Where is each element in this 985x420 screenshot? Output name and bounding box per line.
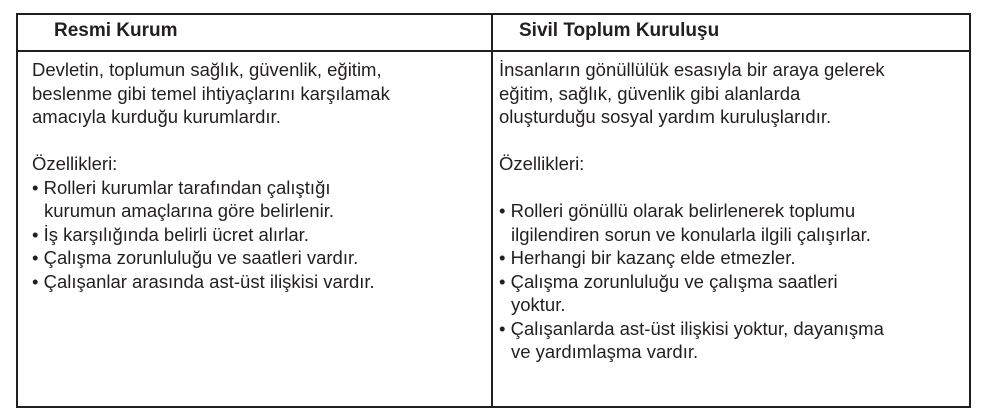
definition-line: oluşturduğu sosyal yardım kuruluşlarıdır. [499, 106, 832, 127]
spacer [499, 129, 959, 153]
bullet-item: • Rolleri kurumlar tarafından çalıştığı [32, 176, 482, 200]
bullet-item: • Rolleri gönüllü olarak belirlenerek toplumu [499, 199, 959, 223]
bullet-item: • İş karşılığında belirli ücret alırlar. [32, 223, 482, 247]
definition-line: Devletin, toplumun sağlık, güvenlik, eğitim, [32, 59, 382, 80]
cell-resmi-kurum [32, 58, 482, 293]
header-sivil-toplum: Sivil Toplum Kuruluşu [519, 20, 720, 41]
bullet-continuation: kurumun amaçlarına göre belirlenir. [44, 200, 334, 221]
bullet-item: • Çalışanlar arasında ast-üst ilişkisi vardır. [32, 270, 482, 294]
bullet-item: • Çalışanlarda ast-üst ilişkisi yoktur, dayanışma [499, 317, 959, 341]
definition-line: İnsanların gönüllülük esasıyla bir araya gelerek [499, 59, 885, 80]
column-divider [491, 15, 493, 406]
cell-sivil-toplum [499, 58, 959, 364]
bullet-continuation: ilgilendiren sorun ve konularla ilgili çalışırlar. [511, 223, 871, 245]
comparison-table [16, 13, 971, 408]
definition-line: eğitim, sağlık, güvenlik gibi alanlarda [499, 82, 801, 104]
bullet-item: • Çalışma zorunluluğu ve saatleri vardır. [32, 246, 482, 270]
spacer [32, 129, 482, 153]
definition-line: amacıyla kurduğu kurumlardır. [32, 106, 281, 127]
definition-line: beslenme gibi temel ihtiyaçlarını karşılamak [32, 82, 390, 104]
bullet-item: • Çalışma zorunluluğu ve çalışma saatleri [499, 270, 959, 294]
bullet-continuation: ve yardımlaşma vardır. [511, 341, 699, 362]
spacer [499, 176, 959, 200]
bullet-continuation: yoktur. [511, 294, 566, 315]
features-title: Özellikleri: [499, 153, 585, 174]
bullet-item: • Herhangi bir kazanç elde etmezler. [499, 246, 959, 270]
header-divider [18, 50, 969, 52]
header-resmi-kurum: Resmi Kurum [54, 20, 178, 41]
features-title: Özellikleri: [32, 153, 118, 174]
